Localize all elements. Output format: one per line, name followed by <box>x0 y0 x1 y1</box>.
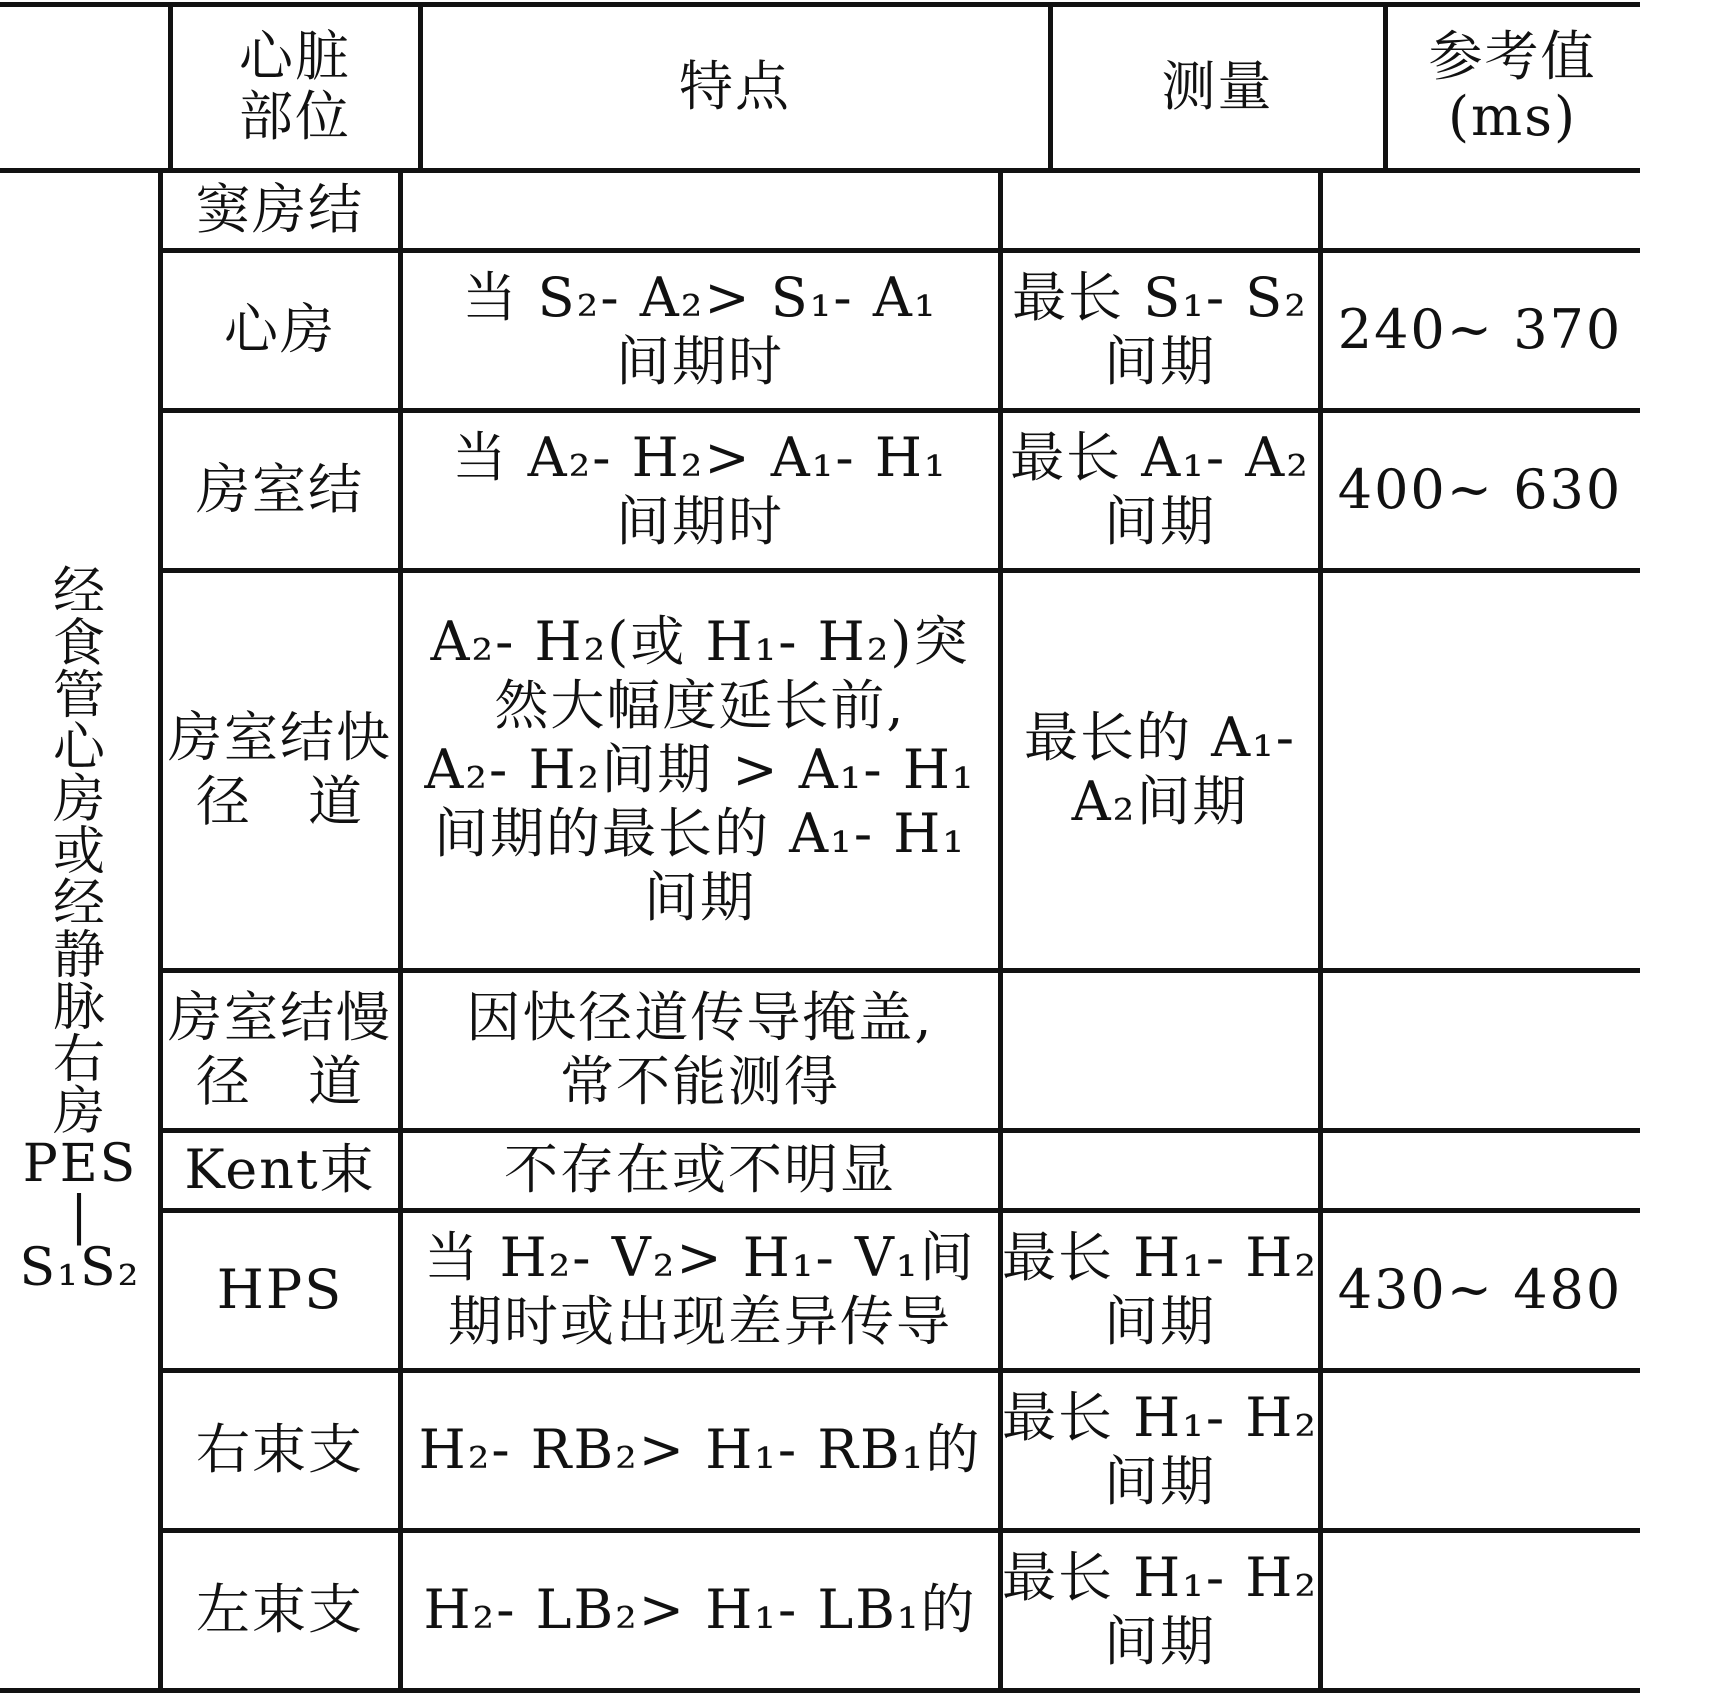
header-reference <box>1385 4 1640 170</box>
row-site <box>160 250 400 410</box>
header-site-line: 部位 <box>239 85 351 148</box>
row-feature-line: 当 A₂- H₂> A₁- H₁ <box>452 426 948 489</box>
group-label-vertical-line: 房 <box>52 1082 107 1142</box>
group-label-vertical-line: | <box>70 1186 90 1246</box>
row-feature <box>400 1210 1000 1370</box>
row-site-line: 窦房结 <box>196 178 364 241</box>
header-feature <box>420 4 1050 170</box>
row-site-line: 房室结慢 <box>168 986 392 1049</box>
row-site-line: 心房 <box>224 298 336 361</box>
row-measure-line: 最长 H₁- H₂ <box>1001 1546 1319 1609</box>
header-feature-line: 特点 <box>679 55 791 118</box>
row-feature <box>400 570 1000 970</box>
row-site-line: 左束支 <box>196 1578 364 1641</box>
group-label-vertical-line: 右 <box>52 1030 107 1090</box>
row-feature-line: A₂- H₂间期 > A₁- H₁ <box>424 738 976 801</box>
row-site <box>160 170 400 250</box>
group-label-vertical-line: 静 <box>52 926 107 986</box>
row-feature <box>400 1130 1000 1210</box>
row-site <box>160 410 400 570</box>
row-feature-line: 间期的最长的 A₁- H₁ <box>434 802 966 865</box>
row-feature <box>400 1530 1000 1690</box>
row-feature-line: H₂- LB₂> H₁- LB₁的 <box>423 1578 977 1641</box>
row-feature-line: 间期时 <box>616 330 784 393</box>
group-label-vertical-line: 经 <box>52 562 107 622</box>
row-feature-line: 期时或出现差异传导 <box>448 1290 952 1353</box>
group-label-vertical-line: S₁S₂ <box>19 1238 141 1298</box>
row-reference-value: 400~ 630 <box>1337 458 1623 521</box>
row-site <box>160 1130 400 1210</box>
header-site-line: 心脏 <box>239 25 351 88</box>
row-feature-line: 常不能测得 <box>560 1050 840 1113</box>
group-label-vertical-line: 脉 <box>52 978 107 1038</box>
row-feature <box>400 170 1000 250</box>
row-site-line: 房室结快 <box>168 706 392 769</box>
header-measure-line: 测量 <box>1161 55 1274 118</box>
group-label-vertical-line: 经 <box>52 874 107 934</box>
row-reference <box>1320 970 1640 1130</box>
row-measure-line: 最长 A₁- A₂ <box>1010 426 1310 489</box>
row-site <box>160 570 400 970</box>
row-site-line: HPS <box>216 1258 344 1321</box>
row-measure-line: 最长 H₁- H₂ <box>1001 1226 1319 1289</box>
row-feature <box>400 250 1000 410</box>
row-site-line: 径 道 <box>196 1050 364 1113</box>
group-label-vertical-line: 食 <box>52 614 107 674</box>
row-feature-line: 然大幅度延长前, <box>494 674 906 737</box>
row-reference <box>1320 1210 1640 1370</box>
row-reference <box>1320 1370 1640 1530</box>
row-feature-line: 当 H₂- V₂> H₁- V₁间 <box>424 1226 976 1289</box>
row-feature-line: 当 S₂- A₂> S₁- A₁ <box>462 266 938 329</box>
header-measure <box>1050 4 1385 170</box>
row-measure <box>1000 570 1320 970</box>
row-reference <box>1320 1530 1640 1690</box>
row-feature-line: 间期 <box>644 866 756 929</box>
row-measure <box>1000 1370 1320 1530</box>
header-reference-line: (ms) <box>1447 85 1578 148</box>
row-measure <box>1000 1210 1320 1370</box>
row-measure <box>1000 410 1320 570</box>
header-reference-line: 参考值 <box>1428 25 1597 88</box>
row-site <box>160 1210 400 1370</box>
row-feature-line: H₂- RB₂> H₁- RB₁的 <box>418 1418 982 1481</box>
row-reference <box>1320 250 1640 410</box>
row-reference-value: 240~ 370 <box>1337 298 1623 361</box>
row-site-line: Kent束 <box>184 1138 376 1201</box>
row-reference <box>1320 570 1640 970</box>
header-site <box>170 4 420 170</box>
row-measure <box>1000 970 1320 1130</box>
row-measure-line: 间期 <box>1104 330 1216 393</box>
row-feature-line: 不存在或不明显 <box>504 1138 896 1201</box>
row-measure-line: 间期 <box>1104 1450 1216 1513</box>
row-feature <box>400 970 1000 1130</box>
row-site <box>160 1530 400 1690</box>
row-measure <box>1000 170 1320 250</box>
row-site-line: 房室结 <box>196 458 364 521</box>
row-feature <box>400 410 1000 570</box>
group-label-vertical-line: 心 <box>52 718 107 778</box>
row-reference-value: 430~ 480 <box>1337 1258 1623 1321</box>
group-label-vertical-line: PES <box>22 1134 138 1194</box>
row-site <box>160 1370 400 1530</box>
row-measure-line: 间期 <box>1104 490 1216 553</box>
row-measure-line: A₂间期 <box>1071 770 1249 833</box>
row-feature-line: 因快径道传导掩盖, <box>466 986 934 1049</box>
row-reference <box>1320 410 1640 570</box>
row-measure-line: 间期 <box>1104 1290 1216 1353</box>
row-site-line: 右束支 <box>196 1418 364 1481</box>
row-measure <box>1000 1530 1320 1690</box>
group-label-vertical-line: 房 <box>52 770 107 830</box>
group-label-vertical <box>0 170 160 1690</box>
row-feature-line: 间期时 <box>616 490 784 553</box>
group-label-vertical-line: 或 <box>52 822 107 882</box>
row-feature-line: A₂- H₂(或 H₁- H₂)突 <box>430 610 970 673</box>
row-measure-line: 最长 S₁- S₂ <box>1012 266 1308 329</box>
row-feature <box>400 1370 1000 1530</box>
row-site-line: 径 道 <box>196 770 364 833</box>
group-label-vertical-line: 管 <box>52 666 107 726</box>
row-measure-line: 最长 H₁- H₂ <box>1001 1386 1319 1449</box>
row-measure <box>1000 250 1320 410</box>
row-measure-line: 间期 <box>1104 1610 1216 1673</box>
header-blank-cell <box>0 4 170 170</box>
row-reference <box>1320 1130 1640 1210</box>
row-measure-line: 最长的 A₁- <box>1023 706 1297 769</box>
row-measure <box>1000 1130 1320 1210</box>
row-reference <box>1320 170 1640 250</box>
row-site <box>160 970 400 1130</box>
